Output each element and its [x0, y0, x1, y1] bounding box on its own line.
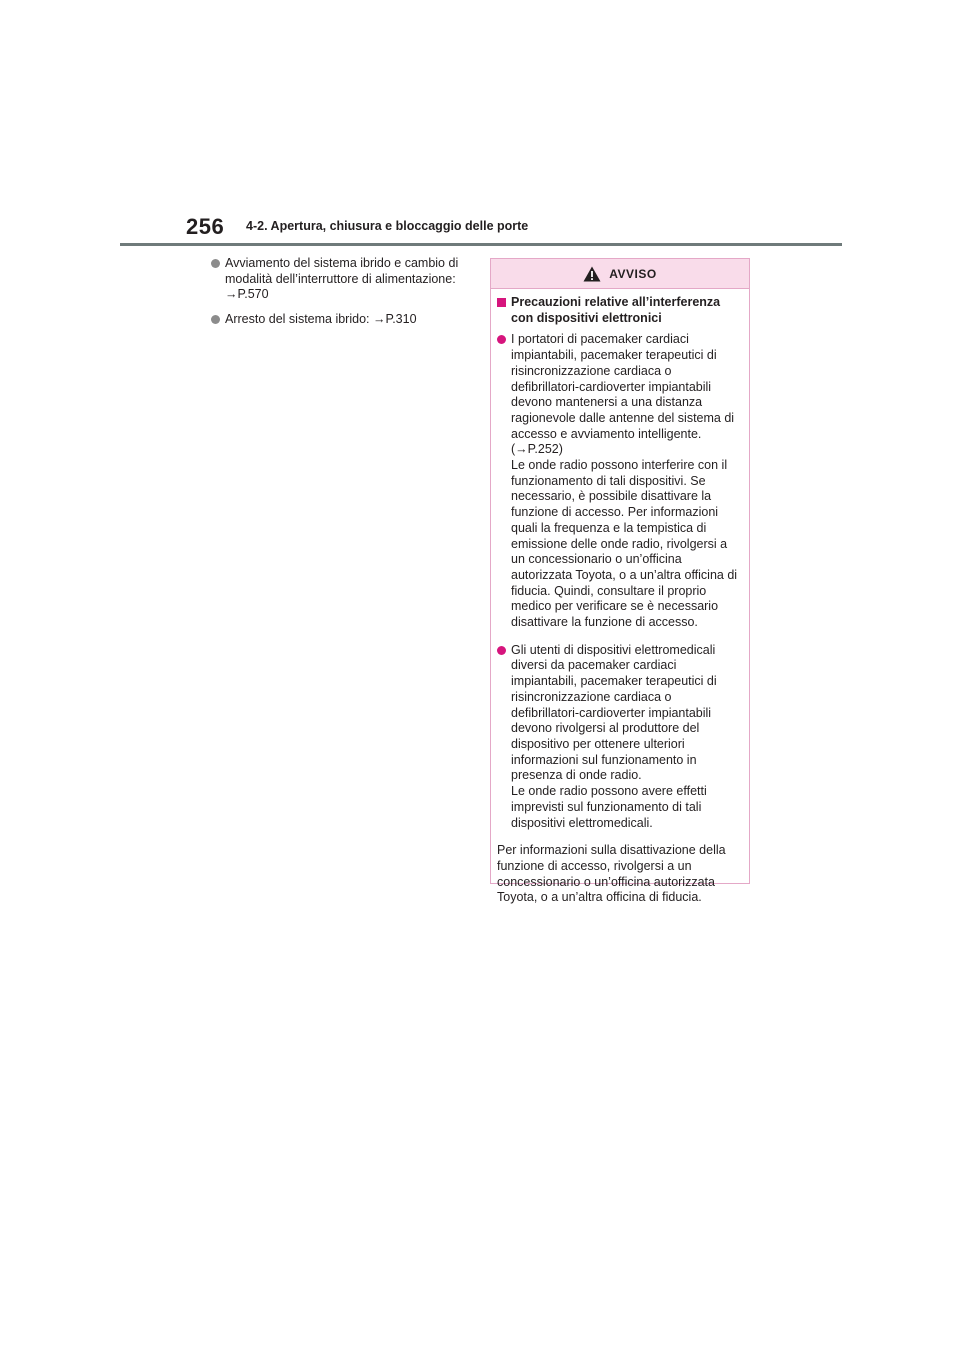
square-bullet-icon	[497, 298, 506, 307]
warning-body	[491, 289, 749, 906]
list-item	[497, 643, 742, 831]
page-number: 256	[186, 214, 225, 239]
left-column	[211, 256, 473, 336]
list-item-text: I portatori di pacemaker cardiaci impiantabili, pacemaker terapeutici di risincronizzazione cardiaca o defibrillatori-cardioverter impiantabili devono mantenersi a una distanza ragionevole dalle antenne del sistema di accesso e avviamento intelligente. (→P.252)	[511, 332, 735, 457]
list-item-text: Arresto del sistema ibrido: →P.310	[225, 311, 417, 326]
warning-footer: Per informazioni sulla disattivazione della funzione di accesso, rivolgersi a un concessionario o un’officina autorizzata Toyota, o a un’altra officina di fiducia.	[497, 843, 726, 905]
bullet-icon	[497, 335, 506, 344]
list-item	[211, 312, 473, 328]
list-item-text: Le onde radio possono interferire con il funzionamento di tali dispositivi. Se necessario, è possibile disattivare la funzione di accesso. Per informazioni quali la frequenza e la tempistica di emissione delle onde radio, rivolgersi a un concessionario o un’officina autorizzata Toyota, o a un’altra officina di fiducia. Quindi, consultare il proprio medico per verificare se è necessario disattivare la funzione di accesso.	[511, 458, 738, 630]
page-header	[0, 0, 960, 250]
bullet-icon	[211, 315, 220, 324]
warning-heading-text: Precauzioni relative all’interferenza con dispositivi elettronici	[511, 295, 721, 325]
list-item-text: Le onde radio possono avere effetti imprevisti sul funzionamento di tali dispositivi elettromedicali.	[511, 784, 707, 830]
section-title: 4-2. Apertura, chiusura e bloccaggio delle porte	[246, 219, 529, 233]
warning-triangle-icon	[583, 266, 601, 282]
list-item-text: Gli utenti di dispositivi elettromedicali diversi da pacemaker cardiaci impiantabili, pacemaker terapeutici di risincronizzazione cardiaca o defibrillatori-cardioverter impiantabili devono rivolgersi al produttore del dispositivo per ottenere ulteriori informazioni sul funzionamento in presenza di onde radio.	[511, 642, 717, 783]
bullet-icon	[497, 646, 506, 655]
warning-box	[490, 258, 750, 905]
list-item	[211, 256, 473, 303]
warning-title: AVVISO	[609, 266, 657, 281]
list-item	[497, 332, 742, 630]
warning-heading	[497, 295, 742, 326]
bullet-icon	[211, 259, 220, 268]
warning-header	[491, 259, 749, 289]
list-item-text: Avviamento del sistema ibrido e cambio di modalità dell’interruttore di alimentazione: →P.570	[225, 256, 459, 301]
header-divider	[120, 243, 842, 246]
